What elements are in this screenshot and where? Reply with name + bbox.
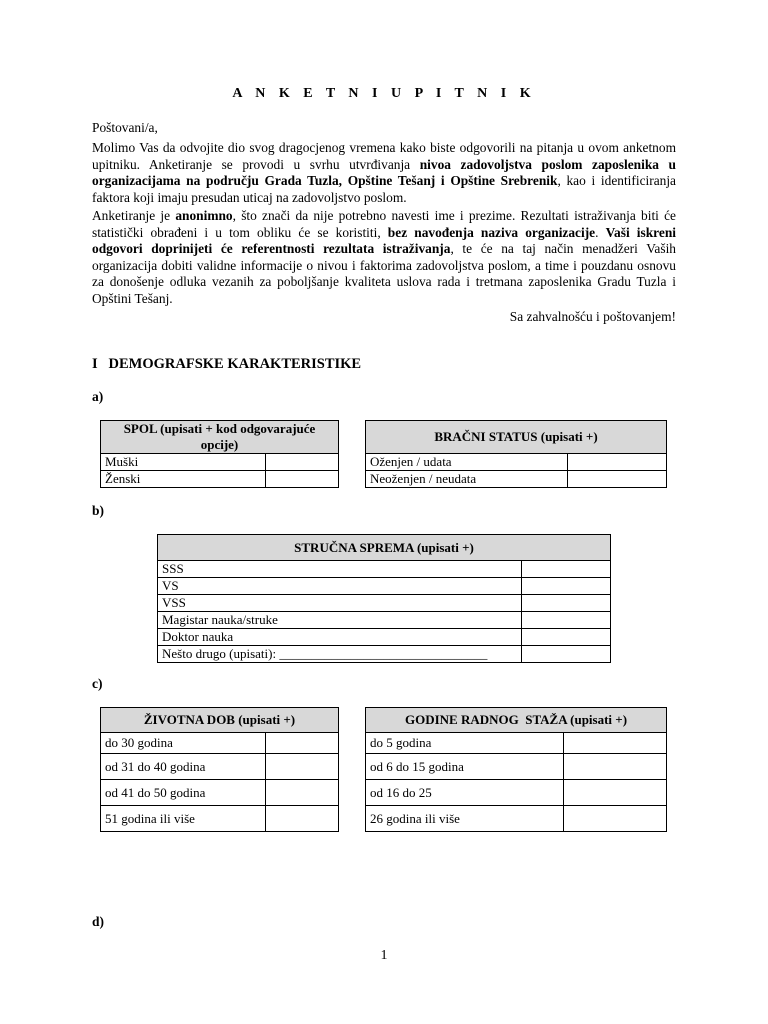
- staz-header: GODINE RADNOG STAŽA (upisati +): [366, 708, 667, 733]
- label-b: b): [92, 503, 105, 518]
- staz-answer-cell[interactable]: [564, 806, 667, 832]
- sprema-option-label: Magistar nauka/struke: [158, 612, 522, 629]
- sprema-answer-cell[interactable]: [522, 595, 611, 612]
- dob-answer-cell[interactable]: [266, 806, 339, 832]
- dob-answer-cell[interactable]: [266, 733, 339, 754]
- page-number: 1: [380, 948, 388, 963]
- sprema-answer-cell[interactable]: [522, 578, 611, 595]
- dob-option-label: do 30 godina: [101, 733, 266, 754]
- sprema-answer-cell[interactable]: [522, 646, 611, 663]
- bracni-header: BRAČNI STATUS (upisati +): [366, 421, 667, 454]
- spol-table: [100, 420, 339, 488]
- page-title: A N K E T N I U P I T N I K: [232, 86, 536, 101]
- staz-answer-cell[interactable]: [564, 733, 667, 754]
- staz-answer-cell[interactable]: [564, 754, 667, 780]
- zivotna-dob-table: [100, 707, 339, 832]
- greeting: Poštovani/a,: [92, 120, 158, 135]
- sprema-option-label: Doktor nauka: [158, 629, 522, 646]
- label-c: c): [92, 676, 103, 691]
- label-a: a): [92, 389, 104, 404]
- staz-option-label: 26 godina ili više: [366, 806, 564, 832]
- bracni-option-label: Neoženjen / neudata: [366, 471, 568, 488]
- sprema-answer-cell[interactable]: [522, 612, 611, 629]
- staz-answer-cell[interactable]: [564, 780, 667, 806]
- strucna-sprema-table: [157, 534, 611, 663]
- staz-option-label: od 6 do 15 godina: [366, 754, 564, 780]
- bracni-answer-cell[interactable]: [568, 471, 667, 488]
- spol-option-label: Ženski: [101, 471, 266, 488]
- bracni-option-label: Oženjen / udata: [366, 454, 568, 471]
- spol-option-label: Muški: [101, 454, 266, 471]
- bracni-answer-cell[interactable]: [568, 454, 667, 471]
- sprema-option-label: VSS: [158, 595, 522, 612]
- sprema-other-input[interactable]: Nešto drugo (upisati): ________________________________: [158, 646, 522, 663]
- sprema-option-label: SSS: [158, 561, 522, 578]
- dob-answer-cell[interactable]: [266, 754, 339, 780]
- staz-option-label: do 5 godina: [366, 733, 564, 754]
- bracni-status-table: [365, 420, 667, 488]
- closing-line: Sa zahvalnošću i poštovanjem!: [509, 309, 676, 324]
- label-d: d): [92, 914, 105, 929]
- section-heading: I DEMOGRAFSKE KARAKTERISTIKE: [92, 356, 362, 372]
- dob-answer-cell[interactable]: [266, 780, 339, 806]
- intro-paragraph-2: Anketiranje je anonimno, što znači da nije potrebno navesti ime i prezime. Rezultati istraživanja biti će statistički obrađeni i u tom obliku će se koristiti, bez navođenja naziva organizacije. Vaši iskreni odgovori doprinijeti će referentnosti rezultata istraživanja, te će na taj način menadžeri Vaših organizacija dobiti validne informacije o nivou i faktorima zadovoljstva poslom, a time i pouzdanu osnovu za donošenje odluka vezanih za poboljšanje kvaliteta uslova rada i tretmana zaposlenika Gradu Tuzla i Opštini Tešanj.: [92, 208, 676, 306]
- dob-header: ŽIVOTNA DOB (upisati +): [101, 708, 339, 733]
- dob-option-label: od 41 do 50 godina: [101, 780, 266, 806]
- radni-staz-table: [365, 707, 667, 832]
- staz-option-label: od 16 do 25: [366, 780, 564, 806]
- sprema-option-label: VS: [158, 578, 522, 595]
- spol-answer-cell[interactable]: [266, 454, 339, 471]
- intro-paragraph-1: Molimo Vas da odvojite dio svog dragocjenog vremena kako biste odgovorili na pitanja u ovom anketnom upitniku. Anketiranje se provodi u svrhu utvrđivanja nivoa zadovoljstva poslom zaposlenika u organizacijama na području Grada Tuzla, Opštine Tešanj i Opštine Srebrenik, kao i identificiranja faktora koji imaju presudan uticaj na zadovoljstvo poslom.: [92, 140, 676, 205]
- spol-header: SPOL (upisati + kod odgovarajuće opcije): [101, 421, 339, 454]
- sprema-header: STRUČNA SPREMA (upisati +): [158, 535, 611, 561]
- spol-answer-cell[interactable]: [266, 471, 339, 488]
- dob-option-label: 51 godina ili više: [101, 806, 266, 832]
- sprema-answer-cell[interactable]: [522, 561, 611, 578]
- sprema-answer-cell[interactable]: [522, 629, 611, 646]
- dob-option-label: od 31 do 40 godina: [101, 754, 266, 780]
